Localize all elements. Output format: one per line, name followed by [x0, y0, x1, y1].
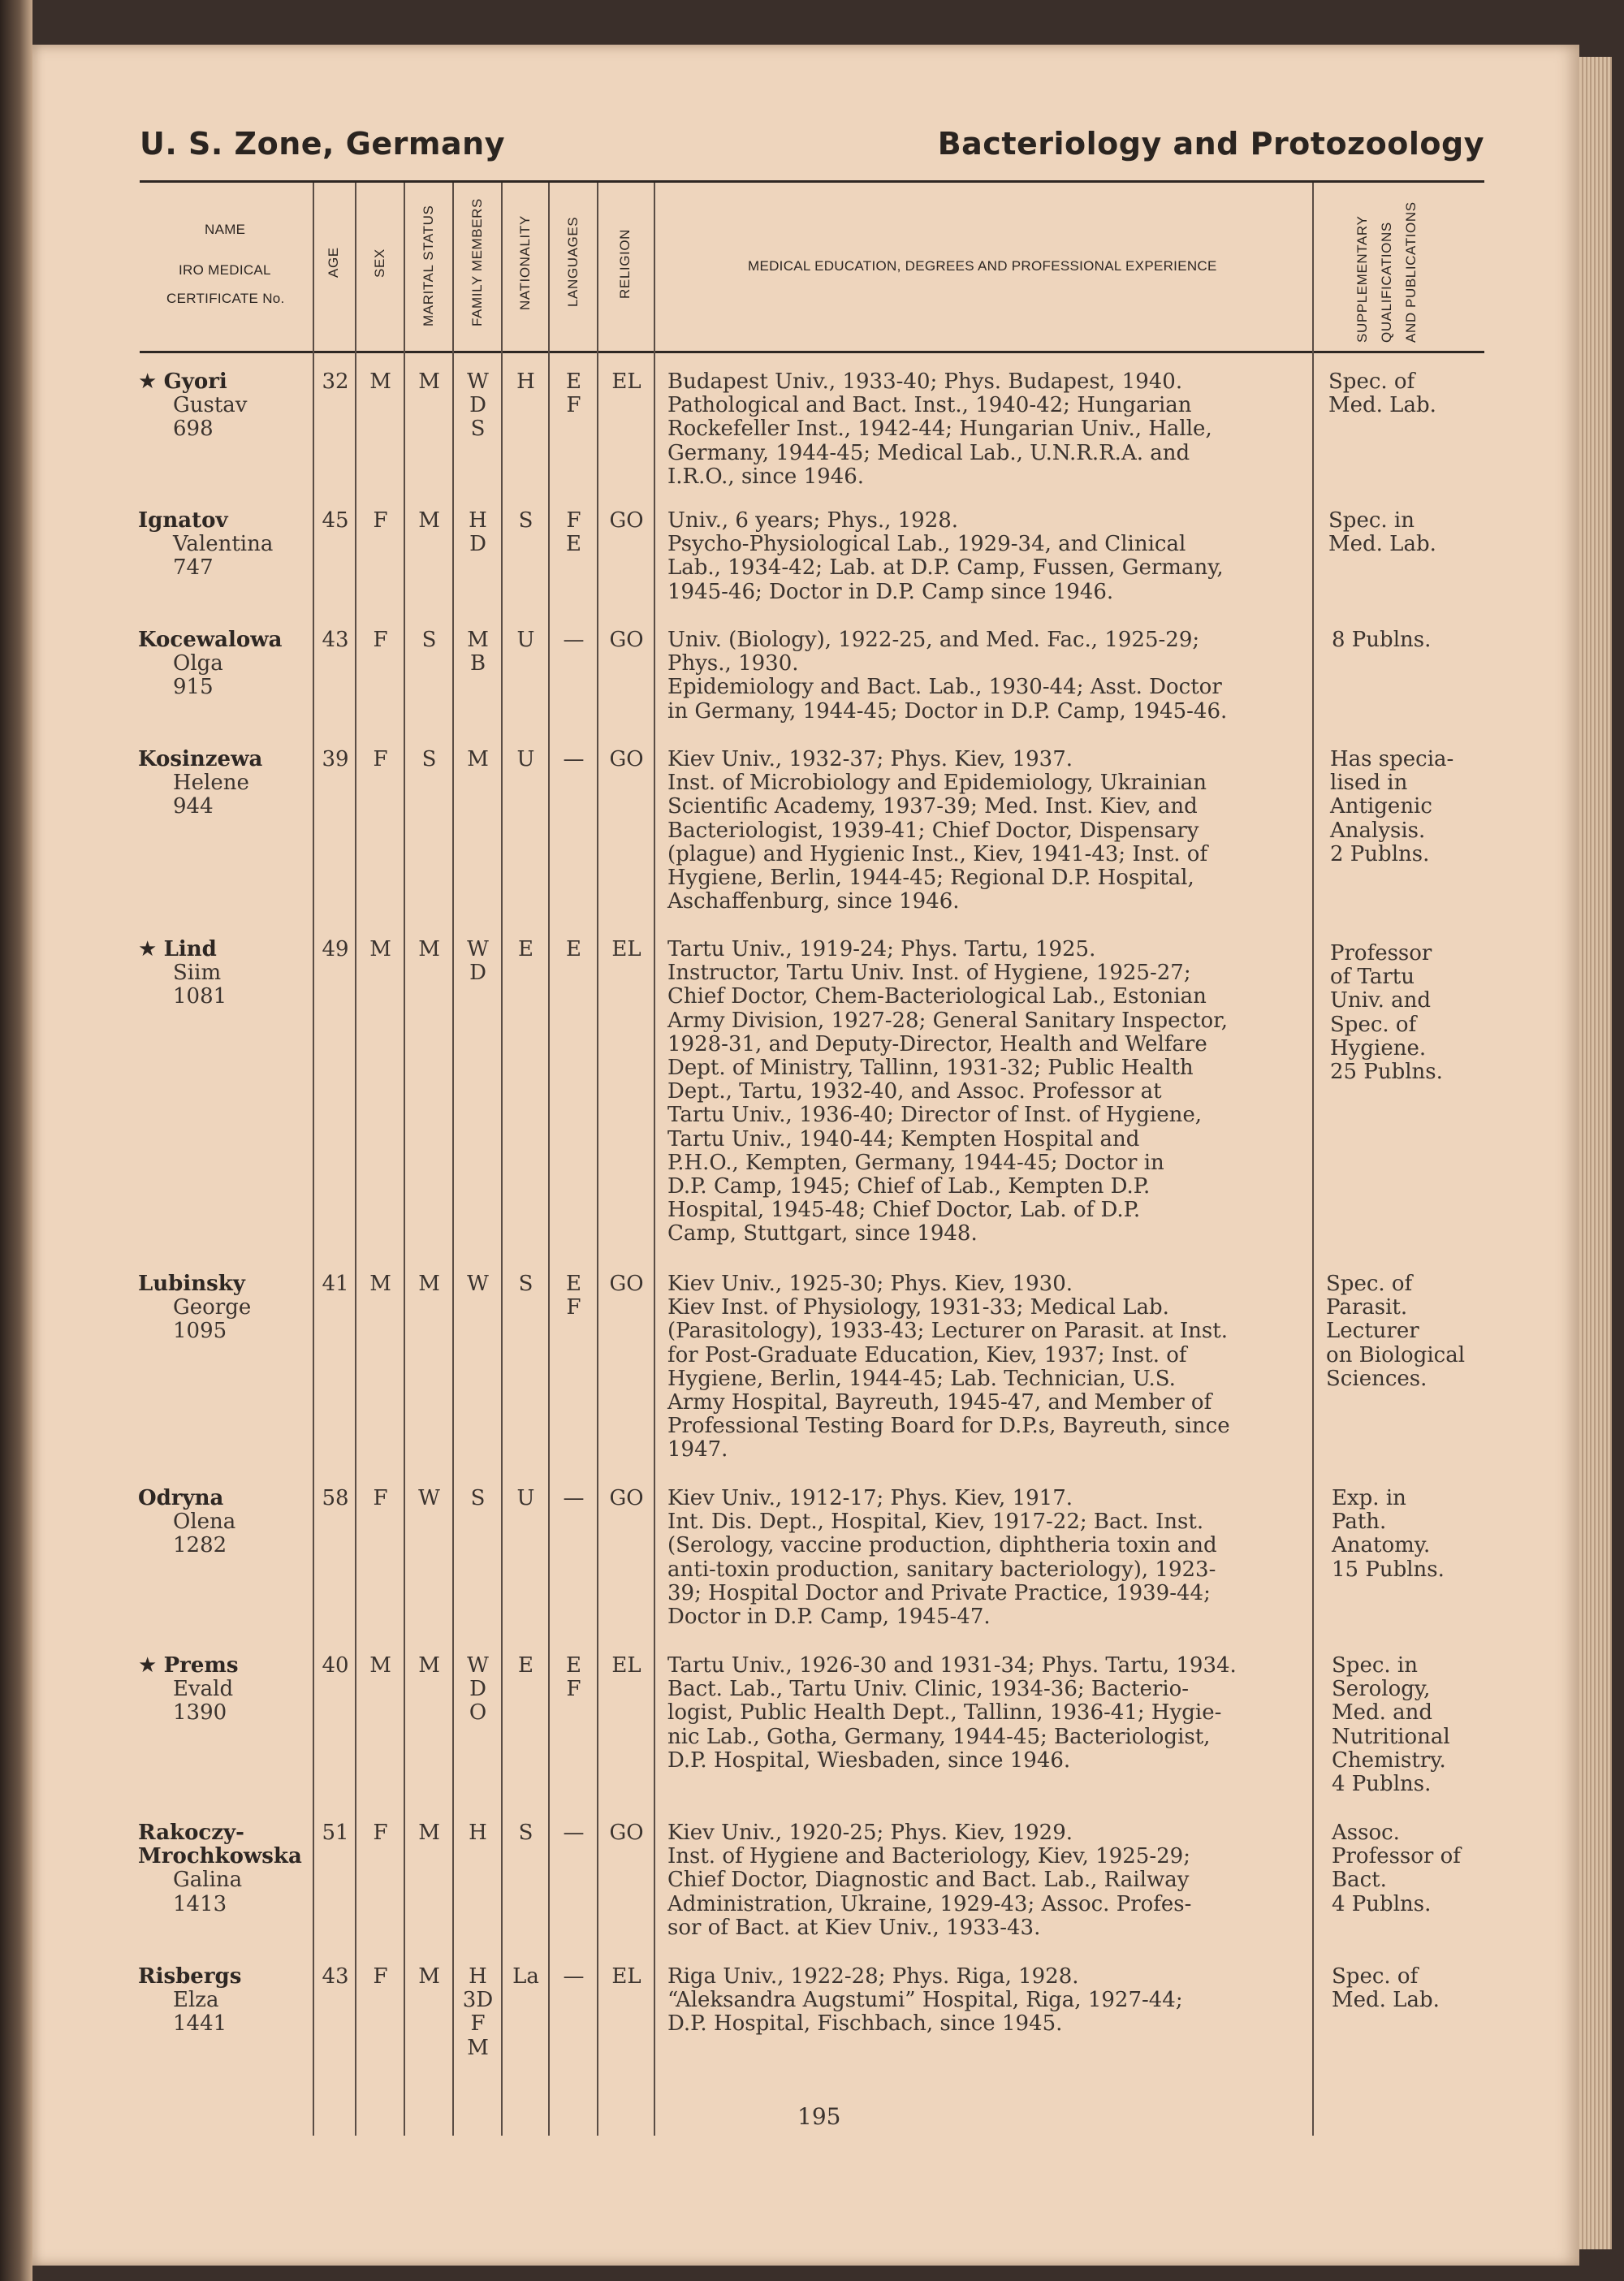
header-bottom-rule [140, 351, 1484, 353]
age-cell: 58 [322, 1486, 349, 1510]
supplementary-cell: 8 Publns. [1332, 628, 1432, 652]
given-name: Siim [173, 961, 222, 986]
supplementary-cell: Has specia- lised in Antigenic Analysis. 2 Publns. [1330, 747, 1454, 866]
age-cell: 40 [322, 1653, 349, 1678]
column-divider [597, 183, 598, 2136]
religion-cell: GO [609, 508, 644, 533]
languages-cell: E F [566, 1272, 581, 1320]
supplementary-cell: Professor of Tartu Univ. and Spec. of Hygiene. 25 Publns. [1330, 941, 1443, 1085]
marital-cell: M [418, 1653, 440, 1678]
surname: Prems [163, 1653, 239, 1678]
certificate-number: 1441 [173, 2011, 227, 2037]
languages-cell: E F [566, 1653, 581, 1702]
name-cell [138, 1487, 235, 1558]
age-cell: 43 [322, 628, 349, 652]
languages-cell: E [566, 937, 581, 961]
running-head-right: Bacteriology and Protozoology [937, 126, 1484, 162]
surname: Gyori [163, 369, 227, 394]
family-cell: M B [467, 628, 489, 676]
name-cell [138, 1965, 241, 2037]
column-header-certificate: CERTIFICATE No. [166, 291, 285, 306]
age-cell: 51 [322, 1821, 349, 1845]
column-header-name: NAME [205, 222, 246, 237]
header-top-rule [140, 180, 1484, 183]
column-divider [1312, 183, 1314, 2136]
marital-cell: M [418, 1964, 440, 1989]
family-cell: W D S [467, 369, 489, 442]
certificate-number: 915 [173, 675, 214, 700]
languages-cell: — [563, 1821, 585, 1845]
certificate-number: 747 [173, 555, 214, 581]
sex-cell: M [369, 1272, 391, 1296]
nationality-cell: H [516, 369, 535, 394]
family-cell: M [467, 747, 489, 771]
column-header-family-members: FAMILY MEMBERS [469, 198, 485, 326]
languages-cell: — [563, 1486, 585, 1510]
column-header-supplementary: SUPPLEMENTARY [1354, 215, 1370, 343]
surname: Odryna [138, 1486, 224, 1510]
education-cell: Riga Univ., 1922-28; Phys. Riga, 1928. “Aleksandra Augstumi” Hospital, Riga, 1927-44; D.P. Hospital, Fischbach, since 1945. [667, 1964, 1183, 2037]
column-header-education: MEDICAL EDUCATION, DEGREES AND PROFESSIONAL EXPERIENCE [748, 258, 1217, 274]
nationality-cell: E [518, 937, 533, 961]
name-cell [138, 938, 227, 1009]
column-header-qualifications: QUALIFICATIONS [1379, 222, 1394, 343]
given-name: George [173, 1295, 252, 1320]
nationality-cell: U [516, 628, 535, 652]
column-divider [452, 183, 454, 2136]
supplementary-cell: Exp. in Path. Anatomy. 15 Publns. [1332, 1486, 1445, 1582]
nationality-cell: E [518, 1653, 533, 1678]
sex-cell: M [369, 1653, 391, 1678]
nationality-cell: S [518, 1821, 533, 1845]
family-cell: H D [469, 508, 487, 557]
sex-cell: F [373, 1821, 388, 1845]
religion-cell: GO [609, 747, 644, 771]
name-cell [138, 1821, 302, 1916]
deceased-star-icon: ★ [138, 937, 158, 961]
certificate-number: 944 [173, 794, 214, 819]
education-cell: Univ. (Biology), 1922-25, and Med. Fac., 1925-29; Phys., 1930. Epidemiology and Bact. Lab., 1930-44; Asst. Doctor in Germany, 1944-45; Doctor in D.P. Camp, 1945-46. [667, 628, 1228, 724]
column-divider [548, 183, 550, 2136]
age-cell: 45 [322, 508, 349, 533]
marital-cell: M [418, 1272, 440, 1296]
age-cell: 41 [322, 1272, 349, 1296]
education-cell: Kiev Univ., 1912-17; Phys. Kiev, 1917. Int. Dis. Dept., Hospital, Kiev, 1917-22; Bact. Inst. (Serology, vaccine production, diphtheria toxin and anti-toxin production, sanitary bacteriology), 1923- 39; Hospital Doctor and Private Practice, 1939-44; Doctor in D.P. Camp, 1945-47. [667, 1486, 1217, 1630]
name-cell [138, 629, 282, 700]
surname: Lubinsky [138, 1272, 245, 1296]
family-cell: H [469, 1821, 487, 1845]
page-number: 195 [797, 2103, 841, 2130]
marital-cell: M [418, 1821, 440, 1845]
languages-cell: — [563, 628, 585, 652]
age-cell: 49 [322, 937, 349, 961]
book-spine-shadow [0, 0, 32, 2281]
column-divider [654, 183, 655, 2136]
nationality-cell: S [518, 508, 533, 533]
education-cell: Tartu Univ., 1926-30 and 1931-34; Phys. Tartu, 1934. Bact. Lab., Tartu Univ. Clinic, 1934-36; Bacterio- logist, Public Health Dept., Tallinn, 1936-41; Hygie- nic Lab., Gotha, Germany, 1944-45; Bacteriologist, D.P. Hospital, Wiesbaden, since 1946. [667, 1653, 1237, 1773]
name-cell [138, 370, 248, 442]
religion-cell: GO [609, 628, 644, 652]
languages-cell: E F [566, 369, 581, 418]
column-divider [313, 183, 314, 2136]
marital-cell: S [421, 628, 437, 652]
sex-cell: F [373, 1964, 388, 1989]
surname-continued: Mrochkowska [138, 1844, 302, 1869]
given-name: Elza [173, 1988, 219, 2013]
given-name: Helene [173, 771, 249, 796]
marital-cell: W [418, 1486, 440, 1510]
religion-cell: EL [611, 1964, 641, 1989]
certificate-number: 1390 [173, 1700, 227, 1726]
religion-cell: GO [609, 1486, 644, 1510]
given-name: Galina [173, 1868, 243, 1893]
column-header-marital-status: MARITAL STATUS [421, 205, 436, 326]
education-cell: Kiev Univ., 1920-25; Phys. Kiev, 1929. Inst. of Hygiene and Bacteriology, Kiev, 1925-29; Chief Doctor, Diagnostic and Bact. Lab., Railway Administration, Ukraine, 1929-43; Assoc. Profes- sor of Bact. at Kiev Univ., 1933-43. [667, 1821, 1192, 1940]
sex-cell: F [373, 628, 388, 652]
running-head-left: U. S. Zone, Germany [140, 126, 505, 162]
certificate-number: 1095 [173, 1319, 227, 1344]
supplementary-cell: Spec. of Parasit. Lecturer on Biological Sciences. [1326, 1272, 1466, 1391]
column-header-religion: RELIGION [617, 228, 633, 299]
surname: Lind [163, 937, 217, 961]
marital-cell: M [418, 508, 440, 533]
education-cell: Budapest Univ., 1933-40; Phys. Budapest, 1940. Pathological and Bact. Inst., 1940-42; Hungarian Rockefeller Inst., 1942-44; Hungarian Univ., Halle, Germany, 1944-45; Medical Lab., U.N.R.R.A. and I.R.O., since 1946. [667, 369, 1212, 489]
nationality-cell: U [516, 747, 535, 771]
name-cell [138, 1272, 251, 1344]
column-header-iro: IRO MEDICAL [179, 262, 271, 278]
column-header-sex: SEX [372, 248, 387, 278]
nationality-cell: La [512, 1964, 539, 1989]
religion-cell: GO [609, 1821, 644, 1845]
certificate-number: 1413 [173, 1891, 227, 1916]
column-header-languages: LANGUAGES [565, 216, 581, 307]
supplementary-cell: Spec. in Serology, Med. and Nutritional Chemistry. 4 Publns. [1332, 1653, 1450, 1797]
certificate-number: 1282 [173, 1533, 227, 1558]
sex-cell: M [369, 369, 391, 394]
surname: Ignatov [138, 508, 228, 533]
education-cell: Univ., 6 years; Phys., 1928. Psycho-Physiological Lab., 1929-34, and Clinical Lab., 1934-42; Lab. at D.P. Camp, Fussen, Germany, 1945-46; Doctor in D.P. Camp since 1946. [667, 508, 1224, 604]
languages-cell: — [563, 747, 585, 771]
certificate-number: 1081 [173, 984, 227, 1009]
deceased-star-icon: ★ [138, 1653, 158, 1678]
family-cell: W D [467, 937, 489, 986]
sex-cell: F [373, 1486, 388, 1510]
surname: Risbergs [138, 1964, 242, 1989]
column-divider [501, 183, 503, 2136]
supplementary-cell: Spec. of Med. Lab. [1328, 369, 1436, 418]
marital-cell: S [421, 747, 437, 771]
given-name: Olga [173, 651, 223, 676]
page-edges [1575, 57, 1612, 2249]
certificate-number: 698 [173, 417, 214, 442]
supplementary-cell: Assoc. Professor of Bact. 4 Publns. [1332, 1821, 1461, 1916]
surname: Kocewalowa [138, 628, 283, 652]
religion-cell: EL [611, 1653, 641, 1678]
column-header-nationality: NATIONALITY [517, 215, 533, 310]
name-cell [138, 748, 262, 819]
sex-cell: F [373, 747, 388, 771]
column-divider [404, 183, 405, 2136]
nationality-cell: U [516, 1486, 535, 1510]
given-name: Evald [173, 1677, 234, 1702]
education-cell: Kiev Univ., 1925-30; Phys. Kiev, 1930. Kiev Inst. of Physiology, 1931-33; Medical Lab. (Parasitology), 1933-43; Lecturer on Parasit. at Inst. for Post-Graduate Education, Kiev, 1937; Inst. of Hygiene, Berlin, 1944-45; Lab. Technician, U.S. Army Hospital, Bayreuth, 1945-47, and Member of Professional Testing Board for D.P.s, Bayreuth, since 1947. [667, 1272, 1230, 1462]
given-name: Gustav [173, 393, 248, 418]
marital-cell: M [418, 937, 440, 961]
deceased-star-icon: ★ [138, 369, 158, 394]
supplementary-cell: Spec. in Med. Lab. [1328, 508, 1436, 557]
sex-cell: F [373, 508, 388, 533]
nationality-cell: S [518, 1272, 533, 1296]
column-header-age: AGE [326, 247, 341, 278]
surname: Rakoczy- [138, 1821, 244, 1845]
family-cell: W [467, 1272, 489, 1296]
family-cell: H 3D F M [462, 1964, 494, 2060]
languages-cell: F E [566, 508, 581, 557]
education-cell: Tartu Univ., 1919-24; Phys. Tartu, 1925. Instructor, Tartu Univ. Inst. of Hygiene, 1925-27; Chief Doctor, Chem-Bacteriological Lab., Estonian Army Division, 1927-28; General Sanitary Inspector, 1928-31, and Deputy-Director, Health and Welfare Dept. of Ministry, Tallinn, 1931-32; Public Health Dept., Tartu, 1932-40, and Assoc. Professor at Tartu Univ., 1936-40; Director of Inst. of Hygiene, Tartu Univ., 1940-44; Kempten Hospital and P.H.O., Kempten, Germany, 1944-45; Doctor in D.P. Camp, 1945; Chief of Lab., Kempten D.P. Hospital, 1945-48; Chief Doctor, Lab. of D.P. Camp, Stuttgart, since 1948. [667, 937, 1229, 1246]
religion-cell: EL [611, 937, 641, 961]
religion-cell: GO [609, 1272, 644, 1296]
name-cell [138, 1654, 239, 1726]
languages-cell: — [563, 1964, 585, 1989]
family-cell: W D O [467, 1653, 489, 1726]
age-cell: 32 [322, 369, 349, 394]
marital-cell: M [418, 369, 440, 394]
family-cell: S [470, 1486, 486, 1510]
age-cell: 43 [322, 1964, 349, 1989]
religion-cell: EL [611, 369, 641, 394]
age-cell: 39 [322, 747, 349, 771]
surname: Kosinzewa [138, 747, 263, 771]
name-cell [138, 509, 273, 581]
given-name: Valentina [173, 532, 274, 557]
column-header-publications: AND PUBLICATIONS [1403, 201, 1419, 343]
supplementary-cell: Spec. of Med. Lab. [1332, 1964, 1440, 2013]
sex-cell: M [369, 937, 391, 961]
given-name: Olena [173, 1510, 236, 1535]
education-cell: Kiev Univ., 1932-37; Phys. Kiev, 1937. Inst. of Microbiology and Epidemiology, Ukrainian Scientific Academy, 1937-39; Med. Inst. Kiev, and Bacteriologist, 1939-41; Chief Doctor, Dispensary (plague) and Hygienic Inst., Kiev, 1941-43; Inst. of Hygiene, Berlin, 1944-45; Regional D.P. Hospital, Aschaffenburg, since 1946. [667, 747, 1208, 914]
